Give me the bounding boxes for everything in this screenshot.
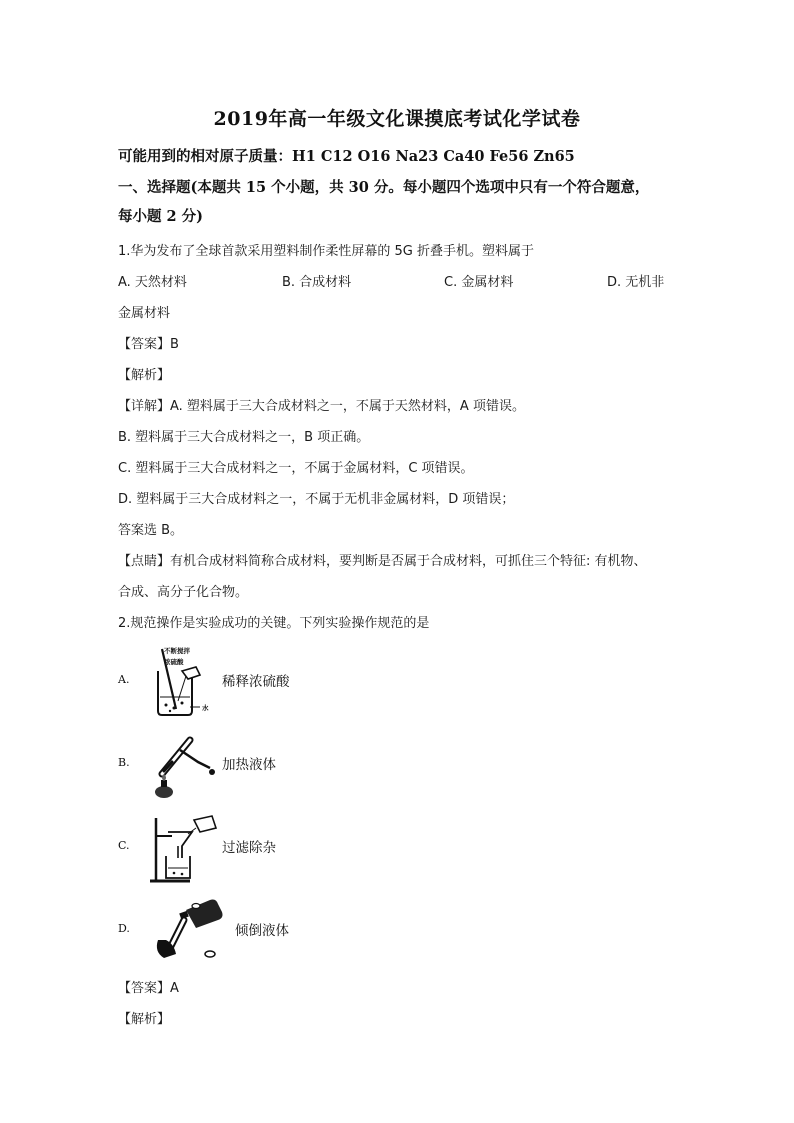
question-2-answer: 【答案】A: [118, 981, 179, 996]
question-2-option-c-letter: C.: [118, 839, 130, 852]
question-2-option-d-letter: D.: [118, 922, 130, 935]
heat-liquid-diagram: [150, 734, 220, 800]
question-1-option-d: D. 无机非: [607, 275, 665, 290]
question-2-option-b-caption: 加热液体: [222, 757, 276, 773]
question-2-analysis-label: 【解析】: [118, 1012, 171, 1027]
section-header-line-1: 一、选择题(本题共 15 个小题，共 30 分。每小题四个选项中只有一个符合题意，: [118, 179, 650, 196]
question-1-detail-2: B. 塑料属于三大合成材料之一，B 项正确。: [118, 430, 370, 445]
question-1-stem: 1.华为发布了全球首款采用塑料制作柔性屏幕的 5G 折叠手机。塑料属于: [118, 244, 535, 259]
question-1-option-d-wrap: 金属材料: [118, 306, 171, 321]
section-header-line-2: 每小题 2 分): [118, 208, 204, 225]
question-1-conclusion: 答案选 B。: [118, 523, 184, 538]
question-1-option-a: A. 天然材料: [118, 275, 187, 290]
acid-label: 浓硫酸: [164, 658, 184, 666]
question-2-option-d-caption: 倾倒液体: [235, 923, 289, 939]
question-1-comment-2: 合成、高分子化合物。: [118, 585, 249, 600]
filtration-diagram: [148, 814, 220, 884]
question-1-detail-1: 【详解】A. 塑料属于三大合成材料之一，不属于天然材料，A 项错误。: [118, 399, 525, 414]
question-2-option-c-caption: 过滤除杂: [222, 840, 276, 856]
question-2-stem: 2.规范操作是实验成功的关键。下列实验操作规范的是: [118, 616, 430, 631]
question-2-option-b-letter: B.: [118, 756, 130, 769]
question-1-analysis-label: 【解析】: [118, 368, 171, 383]
question-2-option-a-caption: 稀释浓硫酸: [222, 674, 290, 690]
stir-label: 不断搅拌: [164, 647, 190, 655]
question-1-option-c: C. 金属材料: [444, 275, 514, 290]
question-1-detail-3: C. 塑料属于三大合成材料之一，不属于金属材料，C 项错误。: [118, 461, 474, 476]
pour-liquid-diagram: [152, 896, 232, 962]
atomic-masses-line: 可能用到的相对原子质量：H1 C12 O16 Na23 Ca40 Fe56 Zn65: [118, 148, 575, 165]
question-1-option-b: B. 合成材料: [282, 275, 352, 290]
question-1-detail-4: D. 塑料属于三大合成材料之一，不属于无机非金属材料，D 项错误；: [118, 492, 515, 507]
question-2-option-a-letter: A.: [118, 673, 130, 686]
dilute-acid-diagram: [152, 645, 220, 717]
water-label: 水: [202, 704, 209, 712]
question-1-comment-1: 【点睛】有机合成材料简称合成材料，要判断是否属于合成材料，可抓住三个特征: 有机物、: [118, 554, 647, 569]
question-1-answer: 【答案】B: [118, 337, 179, 352]
page-title: 2019年高一年级文化课摸底考试化学试卷: [213, 108, 581, 130]
